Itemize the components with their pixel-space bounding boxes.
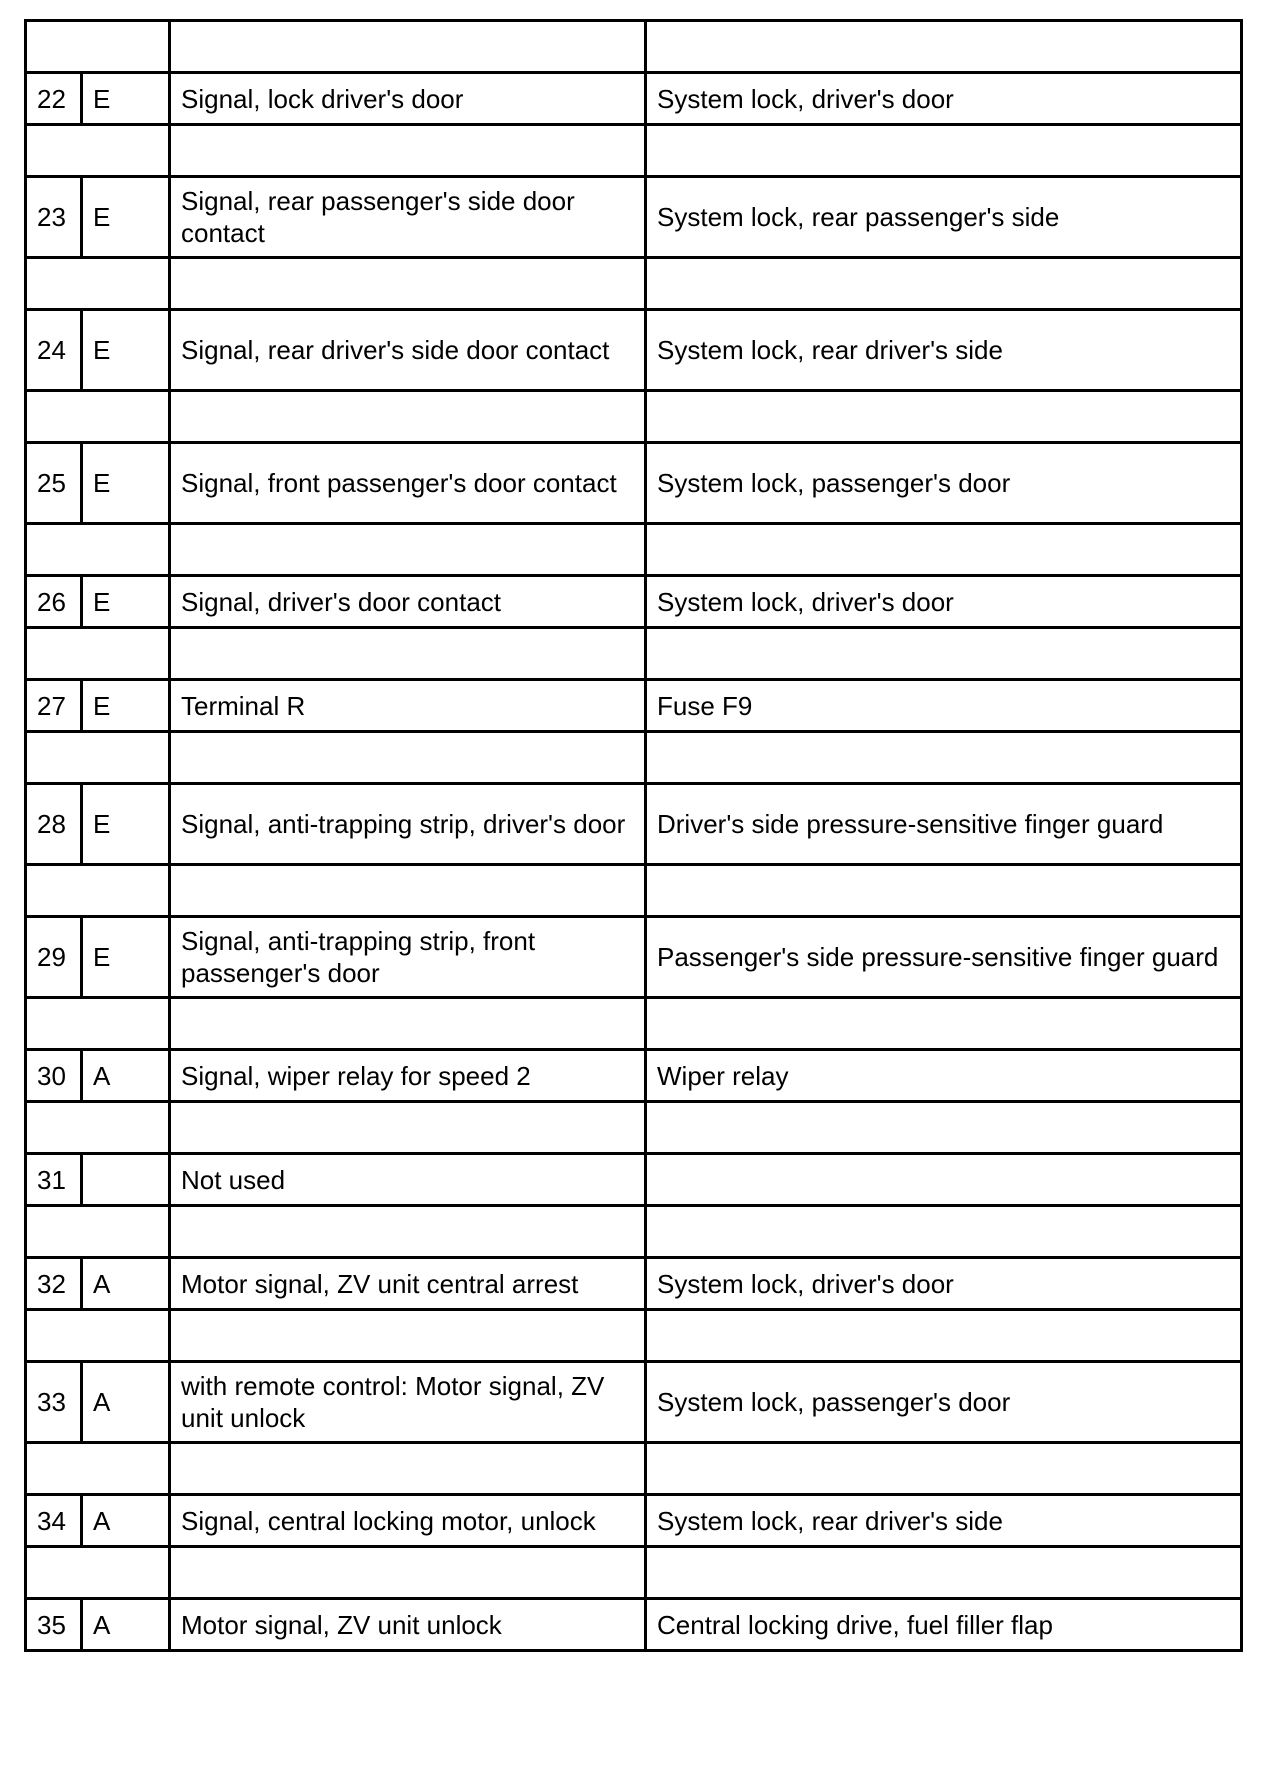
signal-destination: Driver's side pressure-sensitive finger guard bbox=[646, 784, 1242, 865]
signal-destination: System lock, rear passenger's side bbox=[646, 177, 1242, 258]
signal-destination: System lock, driver's door bbox=[646, 576, 1242, 628]
signal-type: A bbox=[82, 1362, 170, 1443]
table-row bbox=[26, 576, 1242, 628]
signal-description: Signal, lock driver's door bbox=[170, 73, 646, 125]
table-row bbox=[26, 917, 1242, 998]
signal-description: with remote control: Motor signal, ZV unit unlock bbox=[170, 1362, 646, 1443]
spacer-row bbox=[26, 524, 1242, 576]
signal-destination: Central locking drive, fuel filler flap bbox=[646, 1599, 1242, 1651]
signal-destination: System lock, passenger's door bbox=[646, 1362, 1242, 1443]
table-row bbox=[26, 443, 1242, 524]
signal-description: Signal, central locking motor, unlock bbox=[170, 1495, 646, 1547]
signal-description: Signal, rear driver's side door contact bbox=[170, 310, 646, 391]
pin-number: 34 bbox=[26, 1495, 82, 1547]
signal-destination: Passenger's side pressure-sensitive finger guard bbox=[646, 917, 1242, 998]
signal-destination: Wiper relay bbox=[646, 1050, 1242, 1102]
signal-type: E bbox=[82, 73, 170, 125]
table-row bbox=[26, 310, 1242, 391]
spacer-row bbox=[26, 258, 1242, 310]
spacer-row bbox=[26, 391, 1242, 443]
spacer-row bbox=[26, 21, 1242, 73]
pin-number: 28 bbox=[26, 784, 82, 865]
spacer-row bbox=[26, 1206, 1242, 1258]
pin-number: 26 bbox=[26, 576, 82, 628]
table-row bbox=[26, 784, 1242, 865]
pin-number: 27 bbox=[26, 680, 82, 732]
signal-type: E bbox=[82, 917, 170, 998]
spacer-row bbox=[26, 1102, 1242, 1154]
pin-number: 33 bbox=[26, 1362, 82, 1443]
signal-destination: System lock, driver's door bbox=[646, 73, 1242, 125]
signal-type: A bbox=[82, 1258, 170, 1310]
signal-description: Signal, anti-trapping strip, front passenger's door bbox=[170, 917, 646, 998]
spacer-row bbox=[26, 125, 1242, 177]
signal-description: Terminal R bbox=[170, 680, 646, 732]
signal-type: E bbox=[82, 443, 170, 524]
signal-description: Signal, front passenger's door contact bbox=[170, 443, 646, 524]
signal-type: E bbox=[82, 680, 170, 732]
pin-number: 25 bbox=[26, 443, 82, 524]
spacer-row bbox=[26, 732, 1242, 784]
spacer-row bbox=[26, 865, 1242, 917]
signal-type: E bbox=[82, 177, 170, 258]
pin-assignment-table bbox=[24, 19, 1243, 1652]
signal-description: Signal, driver's door contact bbox=[170, 576, 646, 628]
signal-description: Signal, rear passenger's side door contact bbox=[170, 177, 646, 258]
pin-number: 35 bbox=[26, 1599, 82, 1651]
signal-description: Signal, anti-trapping strip, driver's door bbox=[170, 784, 646, 865]
signal-description: Signal, wiper relay for speed 2 bbox=[170, 1050, 646, 1102]
table-row bbox=[26, 680, 1242, 732]
signal-type: A bbox=[82, 1599, 170, 1651]
signal-description: Motor signal, ZV unit unlock bbox=[170, 1599, 646, 1651]
pin-number: 24 bbox=[26, 310, 82, 391]
pin-number: 32 bbox=[26, 1258, 82, 1310]
signal-type bbox=[82, 1154, 170, 1206]
signal-destination: System lock, driver's door bbox=[646, 1258, 1242, 1310]
spacer-row bbox=[26, 1547, 1242, 1599]
table-row bbox=[26, 1495, 1242, 1547]
table-row bbox=[26, 177, 1242, 258]
signal-type: E bbox=[82, 310, 170, 391]
signal-description: Motor signal, ZV unit central arrest bbox=[170, 1258, 646, 1310]
signal-destination bbox=[646, 1154, 1242, 1206]
spacer-row bbox=[26, 628, 1242, 680]
table-row bbox=[26, 1599, 1242, 1651]
spacer-row bbox=[26, 998, 1242, 1050]
spacer-row bbox=[26, 1310, 1242, 1362]
table-row bbox=[26, 73, 1242, 125]
signal-type: E bbox=[82, 576, 170, 628]
signal-destination: Fuse F9 bbox=[646, 680, 1242, 732]
signal-type: E bbox=[82, 784, 170, 865]
spacer-row bbox=[26, 1443, 1242, 1495]
pin-number: 22 bbox=[26, 73, 82, 125]
signal-destination: System lock, passenger's door bbox=[646, 443, 1242, 524]
table-row bbox=[26, 1362, 1242, 1443]
signal-destination: System lock, rear driver's side bbox=[646, 310, 1242, 391]
signal-destination: System lock, rear driver's side bbox=[646, 1495, 1242, 1547]
table-row bbox=[26, 1050, 1242, 1102]
signal-description: Not used bbox=[170, 1154, 646, 1206]
table-row bbox=[26, 1258, 1242, 1310]
pin-number: 23 bbox=[26, 177, 82, 258]
pin-number: 30 bbox=[26, 1050, 82, 1102]
signal-type: A bbox=[82, 1050, 170, 1102]
pin-number: 29 bbox=[26, 917, 82, 998]
table-row bbox=[26, 1154, 1242, 1206]
signal-type: A bbox=[82, 1495, 170, 1547]
pin-number: 31 bbox=[26, 1154, 82, 1206]
